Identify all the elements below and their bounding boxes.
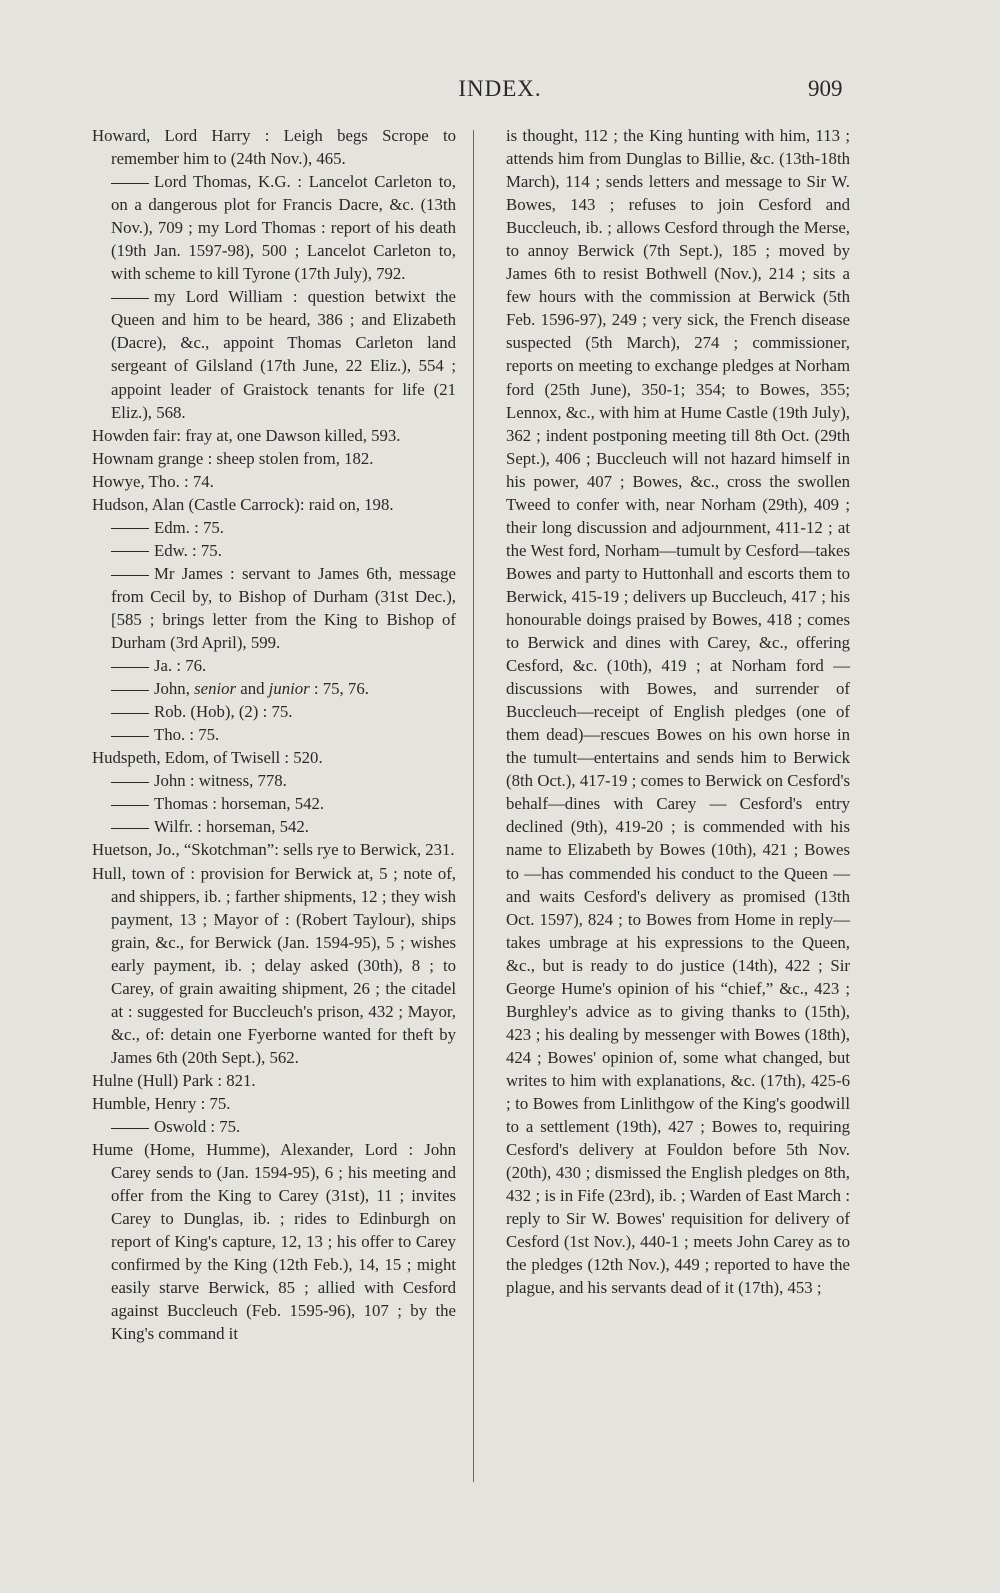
ditto-dash [111,528,149,529]
entry-text: Howye, Tho. : 74. [92,471,214,491]
entry-text: senior [194,679,237,699]
entry-text: Hownam grange : sheep stolen from, 182. [92,448,374,468]
entry-text: Rob. (Hob), (2) : 75. [154,702,293,722]
index-entry [92,124,456,170]
entry-text: junior [268,679,310,699]
ditto-dash [111,183,149,184]
entry-text: Howden fair: fray at, one Dawson killed, 593. [92,425,401,445]
entry-text: Mr James : servant to James 6th, message from Cecil by, to Bishop of Durham (31st Dec.), [585 ; brings letter from the King to Bishop of Durham (3rd April), 599. [111,563,456,653]
entry-text: Thomas : horseman, 542. [154,794,325,814]
index-entry [92,1092,456,1115]
continued-entry: is thought, 112 ; the King hunting with him, 113 ; attends him from Dunglas to Billie, &c. (13th-18th March), 114 ; sends letters and message to Sir W. Bowes, 143 ; refuses to join Cesford and Buccleuch, ib. ; allows Cesford through the Merse, to annoy Berwick (7th Sept.), 185 ; moved by James 6th to resist Bothwell (Nov.), 214 ; sits a few hours with the commission at Berwick (5th Feb. 1596-97), 249 ; very sick, the French disease suspected (5th March), 274 ; commissioner, reports on meeting to exchange pledges at Norham ford (25th June), 350-1; 354; to Bowes, 355; Lennox, &c., with him at Hume Castle (19th July), 362 ; indent postponing meeting till 8th Oct. (29th Sept.), 406 ; Buccleuch will not hazard himself in his power, 407 ; Bowes, &c., cross the swollen Tweed to confer with, near Norham (29th), 409 ; their long discussion and adjournment, 411-12 ; at the West ford, Norham—tumult by Cesford—takes Bowes and party to Huttonhall and escorts them to Berwick, 415-19 ; delivers up Buccleuch, 417 ; his honourable doings praised by Bowes, 418 ; comes to Berwick and dines with Carey, &c., offering Cesford, &c. (10th), 419 ; at Norham ford — discussions with Bowes, and surrender of Buccleuch—receipt of English pledges (one of them dead)—rescues Bowes on his own horse in the tumult—entertains and sends him to Berwick (8th Oct.), 417-19 ; comes to Berwick on Cesford's behalf—dines with Carey — Cesford's entry declined (9th), 419-20 ; is commended with his name to Elizabeth by Bowes (10th), 421 ; Bowes to —has commended his conduct to the Queen —and waits Cesford's delivery as promised (13th Oct. 1597), 824 ; to Bowes from Home in reply—takes umbrage at his expressions to the Queen, &c., but is ready to do justice (14th), 422 ; Sir George Hume's opinion of his “chief,” &c., 423 ; Burghley's advice as to giving thanks to (15th), 423 ; his dealing by messenger with Bowes (18th), 424 ; Bowes' opinion of, some what changed, but writes to him with explanations, &c. (17th), 425-6 ; to Bowes from Linlithgow of the King's goodwill to a settlement (19th), 427 ; Bowes to, requiring Cesford's delivery at Fouldon before 5th Nov. (20th), 430 ; dismissed the English pledges on 8th, 432 ; is in Fife (23rd), ib. ; Warden of East March : reply to Sir W. Bowes' requisition for delivery of Cesford (1st Nov.), 440-1 ; meets John Carey as to the pledges (12th Nov.), 449 ; reported to have the plague, and his servants dead of it (17th), 453 ; [506,126,850,1298]
index-subentry [92,1115,456,1138]
page-number: 909 [808,76,843,101]
index-subentry [92,700,456,723]
entry-text: Hume (Home, Humme), Alexander, Lord : John Carey sends to (Jan. 1594-95), 6 ; his meeting and offer from the King to Carey (31st), 11 ; invites Carey to Dunglas, ib. ; rides to Edinburgh on report of King's capture, 12, 13 ; his offer to Carey confirmed by the King (12th Feb.), 14, 15 ; might easily starve Berwick, 85 ; allied with Cesford against Buccleuch (Feb. 1595-96), 107 ; by the King's command it [92,1140,456,1344]
right-column [506,124,850,1299]
entry-text: Edm. : 75. [154,517,224,537]
index-entry [92,1138,456,1345]
index-subentry [92,792,456,815]
entry-text: Huetson, Jo., “Skotchman”: sells rye to Berwick, 231. [92,840,455,860]
running-head-title: INDEX. [458,76,542,101]
left-column [92,124,456,1345]
index-entry [92,424,456,447]
entry-text: Humble, Henry : 75. [92,1093,231,1113]
entry-text: Wilfr. : horseman, 542. [154,817,309,837]
entry-text: Edw. : 75. [154,540,222,560]
entry-text: : 75, 76. [309,679,369,699]
index-subentry [92,170,456,285]
ditto-dash [111,782,149,783]
index-subentry [92,562,456,654]
index-entry [92,470,456,493]
ditto-dash [111,736,149,737]
entry-text: Hulne (Hull) Park : 821. [92,1070,256,1090]
ditto-dash [111,690,149,691]
entry-text: Hull, town of : provision for Berwick at, 5 ; note of, and shippers, ib. ; farther shipments, 12 ; they wish payment, 13 ; Mayor of : (Robert Taylour), ships grain, &c., for Berwick (Jan. 1594-95), 5 ; wishes early payment, ib. ; delay asked (30th), 8 ; to Carey, of grain awaiting shipment, 26 ; the citadel at : suggested for Buccleuch's prison, 432 ; Mayor, &c., of: detain one Fyerborne wanted for theft by James 6th (20th Sept.), 562. [92,863,456,1067]
index-entry [92,493,456,516]
ditto-dash [111,667,149,668]
ditto-dash [111,1128,149,1129]
entry-text: Tho. : 75. [154,725,220,745]
index-subentry [92,654,456,677]
index-entry [92,447,456,470]
index-subentry [92,285,456,423]
entry-text: John : witness, 778. [154,771,287,791]
index-entry [92,746,456,769]
index-subentry [92,539,456,562]
ditto-dash [111,805,149,806]
entry-text: Hudson, Alan (Castle Carrock): raid on, 198. [92,494,394,514]
entry-text: my Lord William : question betwixt the Queen and him to be heard, 386 ; and Elizabeth (Dacre), &c., appoint Thomas Carleton land sergeant of Gilsland (17th June, 22 Eliz.), 554 ; appoint leader of Graistock tenants for life (21 Eliz.), 568. [111,287,456,422]
entry-text: Lord Thomas, K.G. : Lancelot Carleton to, on a dangerous plot for Francis Dacre, &c. (13th Nov.), 709 ; my Lord Thomas : report of his death (19th Jan. 1597-98), 500 ; Lancelot Carleton to, with scheme to kill Tyrone (17th July), 792. [111,172,456,284]
entry-text: Howard, Lord Harry : Leigh begs Scrope to remember him to (24th Nov.), 465. [92,126,456,169]
index-entry [92,862,456,1069]
ditto-dash [111,298,149,299]
index-entry [92,1069,456,1092]
index-entry [92,838,456,861]
entry-text: Oswold : 75. [154,1117,241,1137]
ditto-dash [111,575,149,576]
ditto-dash [111,551,149,552]
index-subentry [92,769,456,792]
column-divider [473,130,474,1482]
ditto-dash [111,828,149,829]
entry-text: Ja. : 76. [154,656,207,676]
entry-text: and [236,679,269,699]
index-subentry [92,516,456,539]
entry-text: John, [154,679,195,699]
entry-text: Hudspeth, Edom, of Twisell : 520. [92,748,323,768]
index-subentry [92,815,456,838]
index-subentry [92,677,456,700]
ditto-dash [111,713,149,714]
index-subentry [92,723,456,746]
